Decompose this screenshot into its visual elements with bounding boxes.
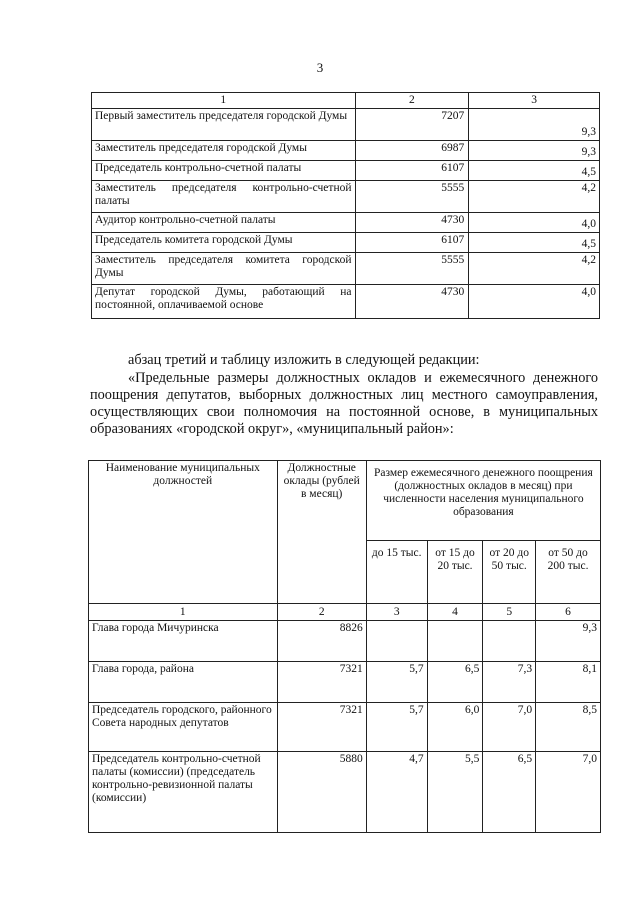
row-rate: 4,2 [469,253,600,285]
row-salary: 8826 [277,621,366,662]
row-c3: 5,7 [366,662,427,703]
table-row [92,161,600,181]
row-rate: 4,5 [469,161,600,181]
row-name: Заместитель председателя городской Думы [92,141,356,161]
row-salary: 4730 [355,213,469,233]
table-header-row [89,461,601,541]
row-salary: 6987 [355,141,469,161]
row-name: Аудитор контрольно-счетной палаты [92,213,356,233]
col-header-2: 2 [355,93,469,109]
row-c6: 9,3 [536,621,601,662]
header-salary: Должностные оклады (рублей в месяц) [277,461,366,604]
row-name: Председатель контрольно-счетной палаты (комиссии) (председатель контрольно-ревизионной палаты (комиссии) [89,752,278,833]
row-rate: 4,0 [469,213,600,233]
table-row [92,181,600,213]
row-c5: 7,3 [483,662,536,703]
col-number: 2 [277,604,366,621]
col-header-1: 1 [92,93,356,109]
table-row [89,662,601,703]
row-name: Депутат городской Думы, работающий на постоянной, оплачиваемой основе [92,285,356,319]
row-rate: 4,2 [469,181,600,213]
row-c5: 7,0 [483,703,536,752]
row-salary: 7321 [277,703,366,752]
subheader-15k-20k: от 15 до 20 тыс. [427,541,483,604]
row-c5: 6,5 [483,752,536,833]
header-bonus-group: Размер ежемесячного денежного поощрения (должностных окладов в месяц) при численности населения муниципального образования [366,461,600,541]
column-number-row [89,604,601,621]
row-salary: 5555 [355,253,469,285]
table-header-row [92,93,600,109]
row-rate: 4,5 [469,233,600,253]
row-salary: 7207 [355,109,469,141]
row-salary: 6107 [355,233,469,253]
col-number: 3 [366,604,427,621]
row-salary: 5555 [355,181,469,213]
row-name: Глава города Мичуринска [89,621,278,662]
table-row [89,621,601,662]
row-name: Заместитель председателя контрольно-счетной палаты [92,181,356,213]
row-name: Председатель городского, районного Совета народных депутатов [89,703,278,752]
table-row [92,213,600,233]
table-municipal-salaries [88,460,601,833]
table-row [92,253,600,285]
row-name: Заместитель председателя комитета городской Думы [92,253,356,285]
row-c6: 8,1 [536,662,601,703]
row-c4: 5,5 [427,752,483,833]
row-c6: 8,5 [536,703,601,752]
row-c4: 6,0 [427,703,483,752]
row-c6: 7,0 [536,752,601,833]
subheader-up-to-15k: до 15 тыс. [366,541,427,604]
col-header-3: 3 [469,93,600,109]
row-rate: 9,3 [469,141,600,161]
col-number: 6 [536,604,601,621]
row-name: Глава города, района [89,662,278,703]
row-rate: 9,3 [469,109,600,141]
row-c4: 6,5 [427,662,483,703]
paragraph-title: «Предельные размеры должностных окладов и ежемесячного денежного поощрения депутатов, выборных должностных лиц местного самоуправления, осуществляющих свои полномочия на постоянной основе, в муниципальных образованиях «городской округ», «муниципальный район»: [90,370,598,437]
header-position-name: Наименование муниципальных должностей [89,461,278,604]
row-salary: 5880 [277,752,366,833]
table-salaries-duma [91,92,600,319]
col-number: 1 [89,604,278,621]
row-c3 [366,621,427,662]
row-c3: 5,7 [366,703,427,752]
table-row [89,703,601,752]
paragraph-instruction: абзац третий и таблицу изложить в следующей редакции: [128,352,480,368]
row-name: Председатель комитета городской Думы [92,233,356,253]
row-name: Председатель контрольно-счетной палаты [92,161,356,181]
row-salary: 4730 [355,285,469,319]
row-salary: 7321 [277,662,366,703]
table-row [89,752,601,833]
row-rate: 4,0 [469,285,600,319]
row-c3: 4,7 [366,752,427,833]
table-row [92,285,600,319]
row-c4 [427,621,483,662]
table-row [92,233,600,253]
row-c5 [483,621,536,662]
page-number: 3 [316,60,324,75]
row-salary: 6107 [355,161,469,181]
row-name: Первый заместитель председателя городской Думы [92,109,356,141]
table-row [92,141,600,161]
col-number: 5 [483,604,536,621]
table-row [92,109,600,141]
subheader-50k-200k: от 50 до 200 тыс. [536,541,601,604]
subheader-20k-50k: от 20 до 50 тыс. [483,541,536,604]
col-number: 4 [427,604,483,621]
